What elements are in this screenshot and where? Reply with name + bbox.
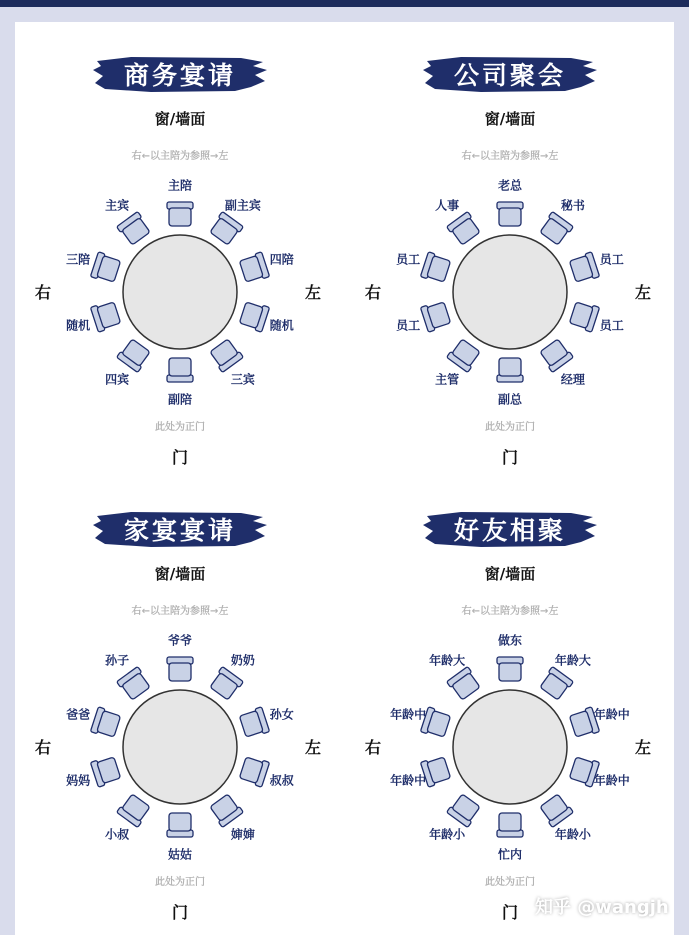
seat-label: 主陪	[167, 178, 193, 193]
seat-label: 爸爸	[66, 707, 91, 722]
right-side-label: 右	[365, 738, 382, 757]
door-label: 门	[501, 903, 519, 922]
content-card	[15, 22, 674, 935]
seat-label: 爷爷	[167, 633, 193, 648]
window-wall-label: 窗/墙面	[484, 110, 536, 128]
left-side-label: 左	[635, 283, 652, 302]
seat-label: 老总	[497, 178, 523, 193]
round-table	[453, 690, 567, 804]
chair-icon	[208, 793, 243, 828]
window-wall-label: 窗/墙面	[484, 565, 536, 583]
seat-label: 奶奶	[230, 653, 255, 668]
seat-label: 年龄中	[593, 773, 630, 788]
chair-icon	[239, 755, 270, 787]
chair-icon	[538, 212, 573, 247]
watermark: 知乎 @wangjh	[535, 897, 669, 918]
window-wall-label: 窗/墙面	[154, 110, 206, 128]
main-door-note: 此处为正门	[485, 877, 535, 888]
main-door-note: 此处为正门	[155, 422, 205, 433]
door-label: 门	[171, 903, 189, 922]
seat-label: 婶婶	[230, 827, 255, 842]
panel-business-banquet	[15, 22, 345, 472]
chair-icon	[569, 252, 600, 284]
seat-label: 叔叔	[269, 773, 294, 788]
seat-label: 忙内	[497, 847, 523, 862]
seat-label: 年龄小	[429, 827, 466, 842]
panel-friends-gathering	[345, 477, 675, 927]
seat-label: 孙女	[269, 707, 294, 722]
seat-label: 员工	[396, 252, 421, 267]
seat-label: 四宾	[105, 372, 130, 387]
left-side-label: 左	[635, 738, 652, 757]
chair-icon	[497, 358, 523, 382]
seat-label: 年龄中	[390, 707, 427, 722]
chair-icon	[208, 338, 243, 373]
chair-icon	[239, 252, 270, 284]
seat-label: 员工	[599, 318, 624, 333]
seat-label: 经理	[560, 372, 585, 387]
chair-icon	[447, 667, 482, 702]
chair-icon	[90, 707, 121, 739]
seat-label: 副陪	[167, 392, 193, 407]
chair-icon	[420, 252, 451, 284]
chair-icon	[167, 813, 193, 837]
chair-icon	[239, 300, 270, 332]
seat-label: 副主宾	[224, 198, 261, 213]
chair-icon	[420, 300, 451, 332]
seat-label: 主管	[435, 372, 460, 387]
seat-label: 姑姑	[167, 847, 193, 862]
top-bar	[0, 0, 689, 7]
seat-label: 员工	[396, 318, 421, 333]
seat-label: 小叔	[105, 827, 130, 842]
chair-icon	[538, 793, 573, 828]
panel-title: 商务宴请	[123, 61, 236, 90]
main-door-note: 此处为正门	[155, 877, 205, 888]
door-label: 门	[171, 448, 189, 467]
seat-label: 随机	[66, 318, 91, 333]
seat-label: 做东	[497, 633, 523, 648]
chair-icon	[447, 793, 482, 828]
chair-icon	[90, 252, 121, 284]
panel-title: 公司聚会	[453, 61, 566, 90]
seat-label: 三宾	[230, 372, 255, 387]
title-banner	[91, 509, 269, 549]
seat-label: 副总	[497, 392, 523, 407]
round-table	[123, 690, 237, 804]
chair-icon	[538, 667, 573, 702]
right-side-label: 右	[365, 283, 382, 302]
left-side-label: 左	[305, 283, 322, 302]
chair-icon	[117, 667, 152, 702]
seat-label: 主宾	[105, 198, 130, 213]
chair-icon	[569, 300, 600, 332]
right-side-label: 右	[35, 738, 52, 757]
reference-note: 右←以主陪为参照→左	[461, 606, 559, 617]
chair-icon	[239, 707, 270, 739]
chair-icon	[90, 300, 121, 332]
door-label: 门	[501, 448, 519, 467]
round-table	[453, 235, 567, 349]
chair-icon	[117, 793, 152, 828]
chair-icon	[117, 212, 152, 247]
title-banner	[421, 54, 599, 94]
title-banner	[421, 509, 599, 549]
chair-icon	[497, 657, 523, 681]
chair-icon	[497, 813, 523, 837]
seat-label: 年龄大	[554, 653, 591, 668]
window-wall-label: 窗/墙面	[154, 565, 206, 583]
panel-title: 好友相聚	[453, 516, 566, 545]
seat-label: 妈妈	[66, 773, 91, 788]
chair-icon	[538, 338, 573, 373]
title-banner	[91, 54, 269, 94]
seat-label: 员工	[599, 252, 624, 267]
chair-icon	[167, 657, 193, 681]
chair-icon	[208, 212, 243, 247]
right-side-label: 右	[35, 283, 52, 302]
seat-label: 孙子	[105, 653, 130, 668]
reference-note: 右←以主陪为参照→左	[461, 151, 559, 162]
reference-note: 右←以主陪为参照→左	[131, 606, 229, 617]
chair-icon	[208, 667, 243, 702]
seat-label: 人事	[435, 198, 460, 213]
seat-label: 随机	[269, 318, 294, 333]
seat-label: 年龄中	[593, 707, 630, 722]
panel-title: 家宴宴请	[123, 516, 236, 545]
panel-company-party	[345, 22, 675, 472]
panel-family-banquet	[15, 477, 345, 927]
chair-icon	[167, 358, 193, 382]
round-table	[123, 235, 237, 349]
main-door-note: 此处为正门	[485, 422, 535, 433]
chair-icon	[90, 755, 121, 787]
seat-label: 四陪	[269, 252, 294, 267]
seat-label: 秘书	[560, 198, 585, 213]
seat-label: 三陪	[66, 252, 91, 267]
chair-icon	[447, 212, 482, 247]
chair-icon	[447, 338, 482, 373]
seat-label: 年龄大	[429, 653, 466, 668]
reference-note: 右←以主陪为参照→左	[131, 151, 229, 162]
chair-icon	[117, 338, 152, 373]
left-side-label: 左	[305, 738, 322, 757]
chair-icon	[167, 202, 193, 226]
seat-label: 年龄小	[554, 827, 591, 842]
seat-label: 年龄中	[390, 773, 427, 788]
chair-icon	[497, 202, 523, 226]
